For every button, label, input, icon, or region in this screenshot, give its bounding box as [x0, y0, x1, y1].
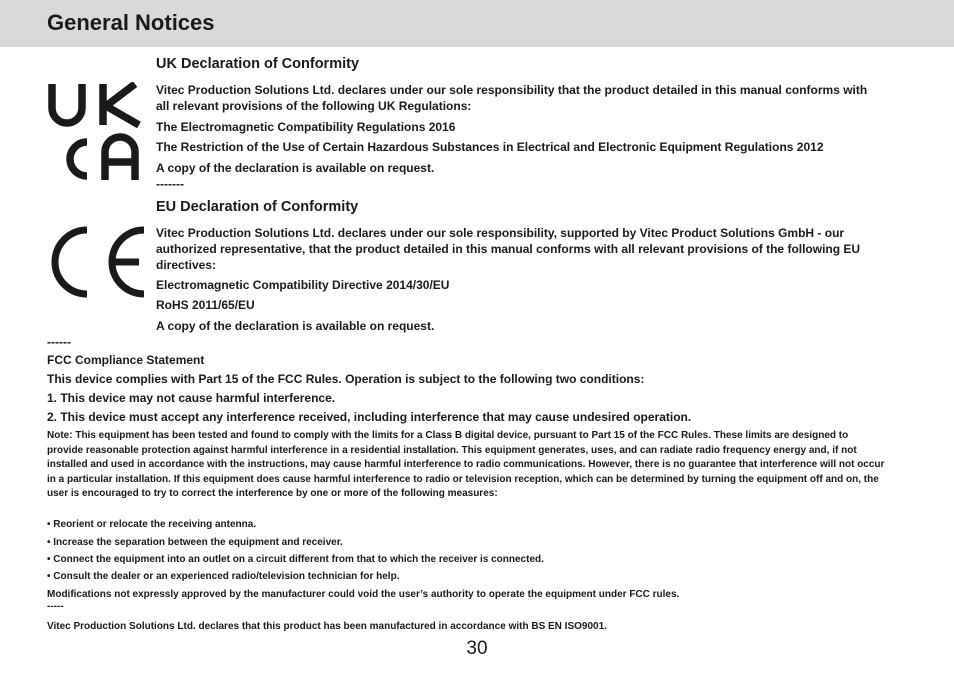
- eu-separator: ------: [47, 335, 71, 349]
- uk-separator: -------: [156, 177, 184, 191]
- fcc-note: Note: This equipment has been tested and found to comply with the limits for a Class B digital device, pursuant to Part 15 of the FCC Rules. These limits are designed to provide reasonable protection against harmful interference in a residential installation. This equipment generates, uses, and can radiate radio frequency energy and, if not installed and used in accordance with the instructions, may cause harmful interference to radio communications. However, there is no guarantee that interference will not occur in a particular installation. If this equipment does cause harmful interference to radio or television reception, which can be determined by turning the equipment off and on, the user is encouraged to try to correct the interference by one or more of the following measures:: [47, 430, 885, 499]
- eu-directive-2: RoHS 2011/65/EU: [156, 298, 255, 312]
- uk-regulation-2: The Restriction of the Use of Certain Hazardous Substances in Electrical and Electronic Equipment Regulations 2012: [156, 140, 824, 154]
- fcc-measure: • Increase the separation between the equipment and receiver.: [47, 537, 343, 548]
- fcc-heading: FCC Compliance Statement: [47, 353, 205, 367]
- eu-heading: EU Declaration of Conformity: [156, 199, 359, 215]
- ukca-mark-icon: [47, 82, 147, 182]
- uk-heading: UK Declaration of Conformity: [156, 56, 360, 72]
- fcc-separator: -----: [47, 601, 64, 612]
- iso-statement: Vitec Production Solutions Ltd. declares that this product has been manufactured in accordance with BS EN ISO9001.: [47, 621, 607, 632]
- page-number: 30: [466, 638, 488, 659]
- fcc-condition-2: 2. This device must accept any interference received, including interference that may cause undesired operation.: [47, 410, 692, 424]
- fcc-condition-1: 1. This device may not cause harmful interference.: [47, 391, 336, 405]
- fcc-modifications: Modifications not expressly approved by the manufacturer could void the user’s authority to operate the equipment under FCC rules.: [47, 589, 680, 600]
- fcc-measure: • Connect the equipment into an outlet on a circuit different from that to which the receiver is connected.: [47, 554, 544, 565]
- eu-copy-note: A copy of the declaration is available on request.: [156, 319, 435, 333]
- ce-mark-icon: [47, 226, 147, 298]
- eu-directive-1: Electromagnetic Compatibility Directive 2014/30/EU: [156, 278, 450, 292]
- fcc-measure: • Reorient or relocate the receiving antenna.: [47, 519, 257, 530]
- page-header: [0, 0, 954, 47]
- uk-copy-note: A copy of the declaration is available on request.: [156, 161, 435, 175]
- page-title: General Notices: [47, 10, 215, 35]
- uk-regulation-1: The Electromagnetic Compatibility Regulations 2016: [156, 120, 456, 134]
- fcc-measure: • Consult the dealer or an experienced radio/television technician for help.: [47, 571, 400, 582]
- uk-intro: Vitec Production Solutions Ltd. declares under our sole responsibility that the product detailed in this manual conforms with all relevant provisions of the following UK Regulations:: [156, 83, 868, 113]
- fcc-statement: This device complies with Part 15 of the FCC Rules. Operation is subject to the following two conditions:: [47, 372, 645, 386]
- eu-intro: Vitec Production Solutions Ltd. declares under our sole responsibility, supported by Vitec Product Solutions GmbH - our authorized representative, that the product detailed in this manual conforms with all relevant provisions of the following EU directives:: [156, 226, 861, 272]
